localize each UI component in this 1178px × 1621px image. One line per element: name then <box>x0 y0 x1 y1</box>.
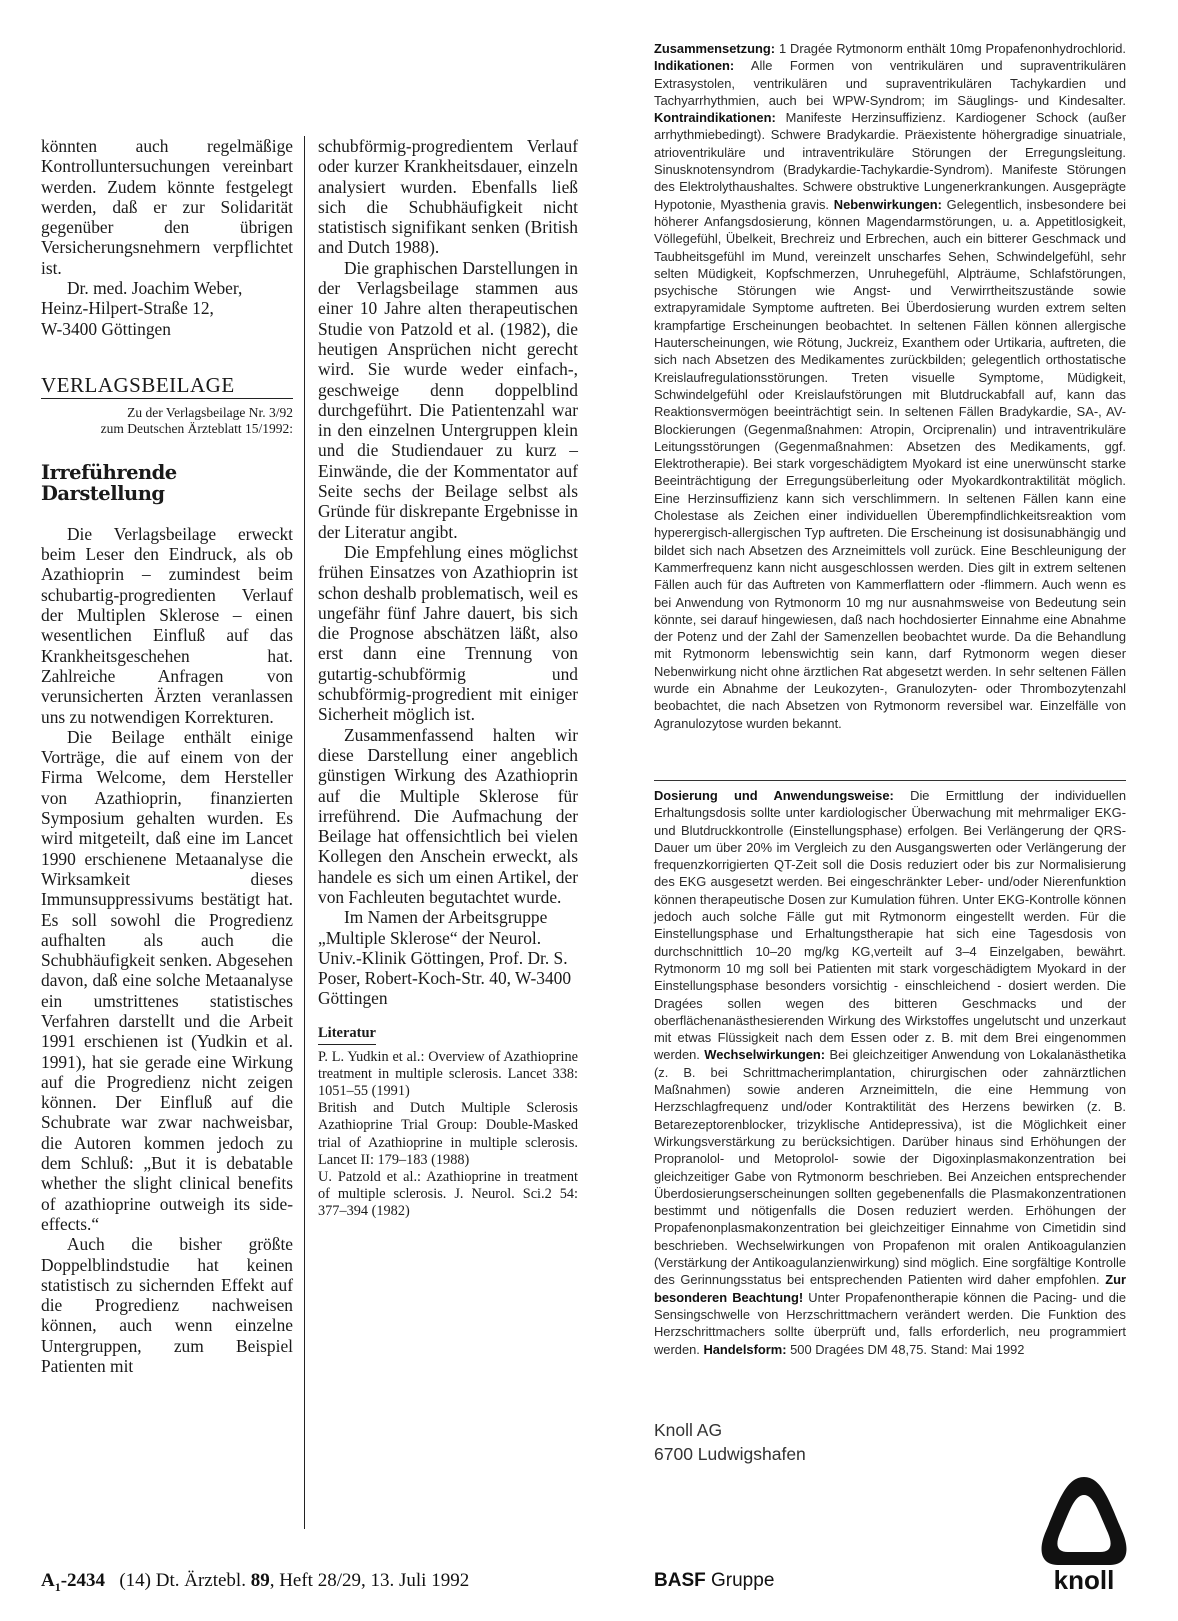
journal-issue: , Heft 28/29, 13. Juli 1992 <box>269 1570 470 1591</box>
literature-item: U. Patzold et al.: Azathioprine in treatment of multiple sclerosis. J. Neurol. Sci.2 54: 377–394 (1982) <box>318 1168 578 1219</box>
letter-paragraph: Zusammenfassend halten wir diese Darstellung einer angeblich günstigen Wirkung des Azathioprin auf die Multiple Sklerose für irreführend. Die Aufmachung der Beilage hat offensichtlich bei vielen Kollegen den Anschein erweckt, als handele es sich um einen Artikel, der von Fachleuten begutachtet wurde. <box>318 724 578 907</box>
letter-paragraph: schubförmig-progredientem Verlauf oder kurzer Krankheitsdauer, einzeln analysiert wurden. Ebenfalls ließ sich die Schubhäufigkeit nicht statistisch signifikant senken (British and Dutch 1988). <box>318 136 578 258</box>
signature-city: W-3400 Göttingen <box>41 318 171 339</box>
letter-column-right <box>318 136 578 1220</box>
knoll-logo <box>1036 1473 1132 1593</box>
letter-headline: Irreführende Darstellung <box>41 461 177 505</box>
literature-heading: Literatur <box>318 1023 376 1045</box>
ad-text: 1 Dragée Rytmonorm enthält 10mg Propafenonhydrochlorid. <box>775 41 1126 56</box>
ad-label: Zur besonderen Beachtung! <box>654 1272 1126 1305</box>
column-divider <box>304 136 305 1529</box>
ad-label: Indikationen: <box>654 58 735 74</box>
letter-signature: Im Namen der Arbeitsgruppe „Multiple Sklerose“ der Neurol. Univ.-Klinik Göttingen, Prof. Dr. S. Poser, Robert-Koch-Str. 40, W-3400 Göttingen <box>318 907 572 1009</box>
ad-label: Wechselwirkungen: <box>704 1047 826 1063</box>
journal-volume: 89 <box>250 1570 270 1591</box>
literature-list <box>318 1049 578 1220</box>
ad-divider <box>654 780 1126 781</box>
gruppe-label: Gruppe <box>705 1570 775 1591</box>
journal-citation: (14) Dt. Ärztebl. <box>119 1570 251 1591</box>
signature-name: Dr. med. Joachim Weber, <box>67 278 243 299</box>
ad-dosage-info <box>654 787 1126 1358</box>
ad-label: Kontraindikationen: <box>654 110 776 126</box>
letter-paragraph: Die Empfehlung eines möglichst frühen Einsatzes von Azathioprin ist schon deshalb problematisch, weil es ungefähr fünf Jahre dauert, bis sich die Prognose abschätzen läßt, also erst dann eine Trennung von gutartig-schubförmig und schubförmig-progredient mit einiger Sicherheit möglich ist. <box>318 541 578 725</box>
section-reference-line: Zu der Verlagsbeilage Nr. 3/92 <box>127 405 293 421</box>
company-name: Knoll AG <box>654 1420 723 1440</box>
letter-paragraph: Die Verlagsbeilage erweckt beim Leser den Eindruck, als ob Azathioprin – zumindest beim schubartig-progredienten Verlauf der Multiplen Sklerose – einen wesentlichen Einfluß auf das Krankheitsgeschehen hat. Zahlreiche Anfragen von verunsicherten Ärzten veranlassen uns zu notwendigen Korrekturen. <box>41 523 293 727</box>
page-footer-citation <box>41 1570 469 1595</box>
letter-paragraph: Die graphischen Darstellungen in der Verlagsbeilage stammen aus einer 10 Jahre alten therapeutischen Studie von Patzold et al. (1982), die heutigen Ansprüchen nicht gerecht wird. Sie wurde weder einfach-, geschweige denn doppelblind durchgeführt. Die Patientenzahl war in den einzelnen Untergruppen klein und die Studiendauer zu kurz – Einwände, die der Kommentator auf Seite sechs der Beilage selbst als Gründe für diskrepante Ergebnisse in der Literatur angibt. <box>318 257 578 542</box>
ad-text: 500 Dragées DM 48,75. Stand: Mai 1992 <box>786 1341 1025 1357</box>
ad-text: Manifeste Herzinsuffizienz. Kardiogener Schock (außer arrhythmiebedingt). Schwere Bradykardie. Präexistente höhergradige sinuatriale, atrioventrikuläre und intraventrikuläre Störungen der Erregungsleitung. Sinusknotensyndrom (Bradykardie-Tachykardie-Syndrom). Manifeste Störungen des Elektrolythaushaltes. Schwere obstruktive Lungenerkrankungen. Ausgeprägte Hypotonie, Myasthenia gravis. <box>654 110 1126 212</box>
ad-prescribing-info <box>654 40 1126 732</box>
literature-item: British and Dutch Multiple Sclerosis Azathioprine Trial Group: Double-Masked trial of Azathioprine in multiple sclerosis. Lancet II: 179–183 (1988) <box>318 1100 578 1168</box>
knoll-logo-text: knoll <box>1053 1565 1115 1593</box>
page-id: $A_1-2434$ <box>41 1570 106 1594</box>
ad-label: Handelsform: <box>703 1341 787 1357</box>
signature-street: Heinz-Hilpert-Straße 12, <box>41 298 214 319</box>
section-reference <box>41 405 293 437</box>
section-label: VERLAGSBEILAGE <box>41 375 293 399</box>
company-address <box>654 1418 806 1466</box>
section-reference-line: zum Deutschen Ärzteblatt 15/1992: <box>100 421 293 437</box>
letter-column-left <box>41 136 293 1376</box>
literature-item: P. L. Yudkin et al.: Overview of Azathioprine treatment in multiple sclerosis. Lancet 338: 1051–55 (1991) <box>318 1049 578 1100</box>
company-city: 6700 Ludwigshafen <box>654 1444 806 1464</box>
ad-label: Zusammensetzung: <box>654 41 776 56</box>
ad-text: Gelegentlich, insbesondere bei höherer Anfangsdosierung, können Magendarmstörungen, u. a. Appetitlosigkeit, Völlegefühl, Übelkeit, Brechreiz und Erbrechen, auch ein bitterer Geschmack und Taubheitsgefühl im Mund, vereinzelt unscharfes Sehen, Schwindelgefühl, sehr selten Müdigkeit, Kopfschmerzen, Unruhegefühl, Alpträume, Schlafstörungen, psychische Störungen wie Angst- und Verwirrtheitszustände sowie extrapyramidale Symptome auftreten. Bei Überdosierung wurden extrem selten krampfartige Erscheinungen beobachtet. In seltenen Fällen können allergische Hauterscheinungen, wie Rötung, Juckreiz, Exanthem oder Urtikaria, auftreten, die sich nach Absetzen des Medikamentes zurückbilden; gelegentlich orthostatische Kreislaufregulationsstörungen. Treten visuelle Symptome, Müdigkeit, Schwindelgefühl oder Kreislaufstörungen mit Blutdruckabfall auf, kann das Reaktionsvermögen beeinträchtigt sein. In seltenen Fällen Bradykardie, SA-, AV-Blockierungen (Gegenmaßnahmen: Atropin, Orciprenalin) und intraventrikuläre Leitungsstörungen (Gegenmaßnahmen: Absetzen des Medikaments, ggf. Elektrotherapie). Bei stark vorgeschädigtem Myokard ist eine unerwünscht starke Beeinträchtigung der Erregungsüberleitung oder Myokardkontraktilität möglich. Eine Herzinsuffizienz kann sich verschlimmern. In seltenen Fällen kann eine Cholestase als Zeichen einer individuellen Überempfindlichkeitsreaktion vom hyperergisch-allergischen Typ auftreten. Die Erscheinung ist dosisunabhängig und bildet sich nach Absetzen des Arzneimittels voll zurück. Eine Beschleunigung der Kammerfrequenz kann nicht ausgeschlossen werden. Dies gilt in extrem seltenen Fällen auch für das Auftreten von Kammerflattern oder -flimmern. Auch wenn es bei Anwendung von Rytmonorm 10 mg nur ausnahmsweise von Bedeutung sein könnte, sei darauf hingewiesen, daß nach hochdosierter Einnahme eine Abnahme der Potenz und der Zahl der Samenzellen beobachtet wurde. Da die Behandlung mit Rytmonorm lebenswichtig sein kann, darf Rytmonorm wegen dieser Nebenwirkung nicht ohne ärztlichen Rat abgesetzt werden. In sehr seltenen Fällen wurde ein Abnahme der Leukozyten-, Granulozyten- oder Thrombozytenzahl beobachtet, die nach Absetzen von Rytmonorm reversibel war. Einzelfälle von Agranulozytose wurden bekannt. <box>654 196 1127 731</box>
ad-text: Bei gleichzeitiger Anwendung von Lokalanästhetika (z. B. bei Schrittmacherimplantation, chirurgischen oder zahnärztlichen Maßnahmen) sowie anderen Arzneimitteln, die eine Hemmung von Herzschlagfrequenz und/oder Kontraktilität des Herzens bewirken (z. B. Betarezeptorenblocker, trizyklische Antidepressiva), ist die Möglichkeit einer Wirkungsverstärkung zu berücksichtigen. Darüber hinaus sind Erhöhungen der Propranolol- und Metoprolol- sowie der Digoxinplasmakonzentration bei gleichzeitiger Gabe von Rytmonorm beschrieben. Bei Anzeichen entsprechender Überdosierungserscheinungen sollten gegebenenfalls die Plasmakonzentrationen bestimmt und nötigenfalls die Dosen reduziert werden. Erhöhungen der Propafenonplasmakonzentration bei gleichzeitiger Einnahme von Cimetidin sind beschrieben. Wechselwirkungen von Propafenon mit oralen Antikoagulanzien (Verstärkung der Antikoagulanzienwirkung) sind möglich. Eine sorgfältige Kontrolle des Gerinnungsstatus bei entsprechenden Patienten wird daher empfohlen. <box>654 1047 1126 1288</box>
ad-label: Nebenwirkungen: <box>833 196 942 212</box>
ad-text: Unter Propafenontherapie können die Pacing- und die Sensingschwelle von Herzschrittmachern verändert werden. Die Funktion des Herzschrittmachers sollte überprüft und, falls erforderlich, neu programmiert werden. <box>654 1289 1126 1357</box>
letter-paragraph: Auch die bisher größte Doppelblindstudie hat keinen statistisch zu sichernden Effekt auf die Progredienz nachweisen können, auch wenn einzelne Untergruppen, zum Beispiel Patienten mit <box>41 1234 293 1377</box>
basf-group-label <box>654 1570 774 1592</box>
ad-text: Die Ermittlung der individuellen Erhaltungsdosis sollte unter kardiologischer Überwachung mit mehrmaliger EKG- und Blutdruckkontrolle (Einstellungsphase) erfolgen. Bei Verlängerung der QRS-Dauer um über 20% im Vergleich zu den Ausgangswerten oder Verlängerung der frequenzkorrigierten QT-Zeit soll die Dosis reduziert oder bis zur Normalisierung des EKG ausgesetzt werden. Bei eingeschränkter Leber- und/oder Nierenfunktion können therapeutische Dosen zur Kumulation führen. Unter EKG-Kontrolle können jedoch auch solche Fälle gut mit Rytmonorm eingestellt werden. Für die Einstellungsphase und Erhaltungstherapie hat sich eine Tagesdosis von durchschnittlich 10–20 mg/kg KG,verteilt auf 3–4 Einzelgaben, bewährt. Rytmonorm 10 mg soll bei Patienten mit stark vorgeschädigtem Myokard in der Einstellungsphase besonders vorsichtig - einschleichend - dosiert werden. Die Dragées sollen wegen des bitteren Geschmacks und der oberflächenanästhesierenden Wirkung des Wirkstoffes ungelutscht und unzerkaut mit etwas Flüssigkeit nach dem Essen oder z. B. mit dem Brei eingenommen werden. <box>654 788 1126 1063</box>
ad-label: Dosierung und Anwendungsweise: <box>654 788 894 803</box>
letter-paragraph: könnten auch regelmäßige Kontrolluntersuchungen vereinbart werden. Zudem könnte festgelegt werden, daß er zur Solidarität gegenüber den übrigen Versicherungsnehmern verpflichtet ist. <box>41 136 293 278</box>
basf-name: BASF <box>654 1570 706 1591</box>
letter-paragraph: Die Beilage enthält einige Vorträge, die auf einem von der Firma Welcome, dem Hersteller von Azathioprin, finanzierten Symposium gehalten wurden. Es wird mitgeteilt, daß eine im Lancet 1990 erschienene Metaanalyse die Wirksamkeit dieses Immunsuppressivums bestätigt hat. Es soll sowohl die Progredienz aufhalten als auch die Schubhäufigkeit senken. Abgesehen davon, daß eine solche Metaanalyse ein umstrittenes statistisches Verfahren darstellt und die Arbeit 1991 erschienen ist (Yudkin et al. 1991), hat sie gerade eine Wirkung auf die Progredienz nicht zeigen können. Der Einfluß auf die Schubrate war zwar nachweisbar, die Autoren kommen jedoch zu dem Schluß: „But it is debatable whether the slight clinical benefits of azathioprine outweigh its side-effects.“ <box>41 726 293 1234</box>
ad-text: Alle Formen von ventrikulären und supraventrikulären Extrasystolen, ventrikulären und supraventrikulären Tachykardien und Tachyarrhythmien, auch bei WPW-Syndrom; im Säuglings- und Kindesalter. <box>654 58 1126 108</box>
